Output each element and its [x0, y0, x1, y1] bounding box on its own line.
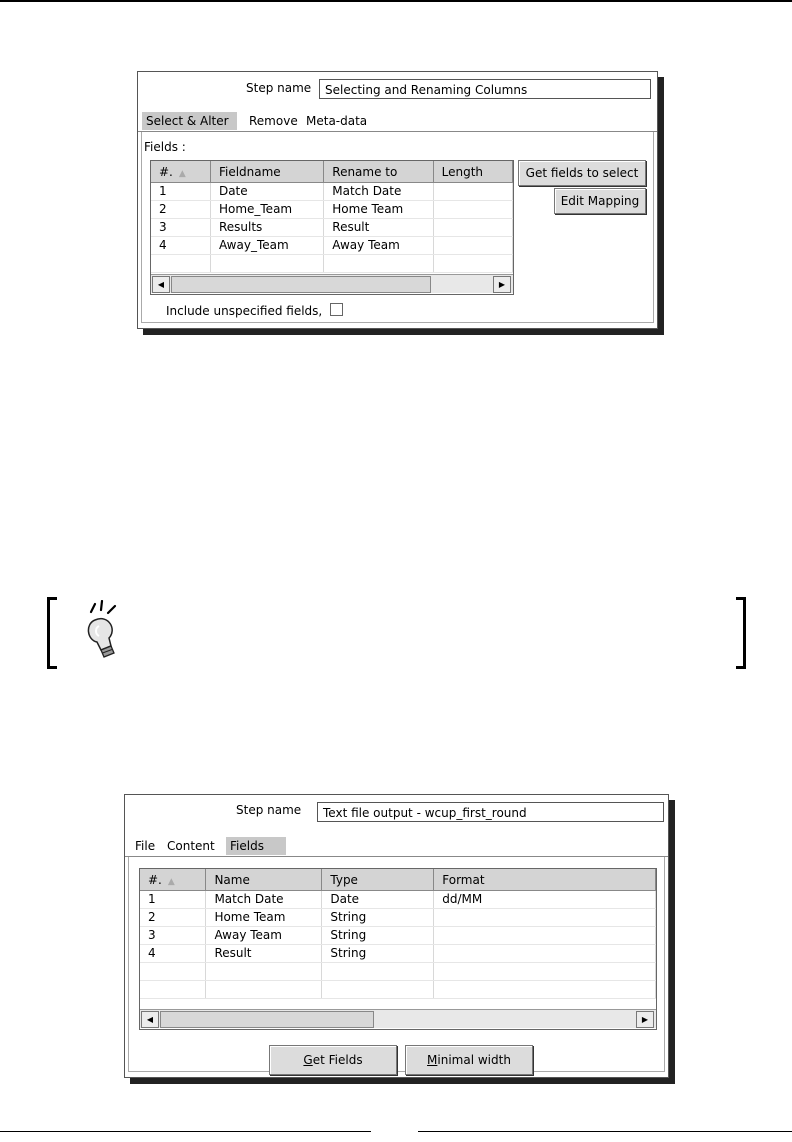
- edit-mapping-button[interactable]: Edit Mapping: [554, 188, 646, 214]
- table-cell[interactable]: Away_Team: [210, 237, 323, 255]
- minimal-width-label: inimal width: [437, 1053, 511, 1067]
- horizontal-scrollbar[interactable]: [140, 1009, 656, 1028]
- tab-meta-data[interactable]: Meta-data: [306, 114, 368, 128]
- sort-arrow-icon: ▲: [178, 168, 186, 179]
- table-cell[interactable]: 1: [140, 891, 206, 909]
- fields-label: Fields :: [144, 140, 186, 154]
- scroll-right-icon[interactable]: ▶: [493, 276, 511, 293]
- fields-table[interactable]: [150, 160, 514, 295]
- table-row-empty[interactable]: [140, 963, 656, 981]
- table-cell[interactable]: Result: [324, 219, 433, 237]
- table-cell[interactable]: 2: [140, 909, 206, 927]
- step-name-input[interactable]: Text file output - wcup_first_round: [317, 802, 664, 822]
- tab-strip: [138, 110, 657, 132]
- table-header-row: [140, 869, 656, 891]
- mnemonic-m: M: [427, 1053, 438, 1067]
- include-unspecified-label: Include unspecified fields,: [166, 304, 323, 318]
- top-rule: [0, 0, 792, 2]
- table-cell[interactable]: [433, 219, 512, 237]
- table-header-row: [151, 161, 513, 183]
- table-row[interactable]: [151, 183, 513, 201]
- text-file-output-dialog: [124, 794, 669, 1078]
- table-row[interactable]: [140, 909, 656, 927]
- get-fields-button[interactable]: [269, 1045, 397, 1075]
- table-cell[interactable]: dd/MM: [434, 891, 656, 909]
- table-cell[interactable]: Home Team: [324, 201, 433, 219]
- table-cell[interactable]: Date: [210, 183, 323, 201]
- minimal-width-button[interactable]: [405, 1045, 533, 1075]
- step-name-label: Step name: [236, 803, 302, 817]
- table-cell[interactable]: Away Team: [206, 927, 322, 945]
- column-header-length[interactable]: Length: [433, 161, 512, 183]
- table-cell[interactable]: 2: [151, 201, 210, 219]
- horizontal-scrollbar[interactable]: [151, 274, 513, 293]
- column-header-type[interactable]: Type: [322, 869, 434, 891]
- table-row[interactable]: [151, 219, 513, 237]
- table-row-empty[interactable]: [151, 255, 513, 273]
- tab-file[interactable]: File: [135, 839, 156, 853]
- table-row[interactable]: [140, 945, 656, 963]
- column-header-number[interactable]: #. ▲: [140, 869, 206, 891]
- table-cell[interactable]: Date: [322, 891, 434, 909]
- get-fields-label: et Fields: [312, 1053, 363, 1067]
- tab-content[interactable]: Content: [167, 839, 215, 853]
- table-cell[interactable]: Home Team: [206, 909, 322, 927]
- column-header-name[interactable]: Name: [206, 869, 322, 891]
- table-cell[interactable]: 4: [140, 945, 206, 963]
- column-header-fieldname[interactable]: Fieldname: [210, 161, 323, 183]
- table-row[interactable]: [140, 891, 656, 909]
- footer-rule-left: [0, 1131, 371, 1132]
- table-cell[interactable]: 4: [151, 237, 210, 255]
- include-unspecified-checkbox[interactable]: [330, 303, 343, 316]
- tab-fields[interactable]: Fields: [226, 837, 286, 855]
- table-row[interactable]: [140, 927, 656, 945]
- footer-rule-right: [418, 1131, 792, 1132]
- table-row[interactable]: [151, 201, 513, 219]
- table-cell[interactable]: [434, 927, 656, 945]
- column-header-rename-to[interactable]: Rename to: [324, 161, 433, 183]
- fields-table[interactable]: [139, 868, 657, 1030]
- table-cell[interactable]: [433, 237, 512, 255]
- step-name-input[interactable]: Selecting and Renaming Columns: [319, 79, 651, 99]
- table-cell[interactable]: [434, 909, 656, 927]
- table-cell[interactable]: String: [322, 909, 434, 927]
- table-cell[interactable]: 1: [151, 183, 210, 201]
- column-header-number[interactable]: #. ▲: [151, 161, 210, 183]
- table-cell[interactable]: Home_Team: [210, 201, 323, 219]
- table-cell[interactable]: Match Date: [324, 183, 433, 201]
- select-values-dialog: [137, 71, 658, 329]
- lightbulb-icon: [77, 600, 129, 662]
- scroll-right-icon[interactable]: ▶: [636, 1011, 654, 1028]
- table-cell[interactable]: String: [322, 927, 434, 945]
- left-bracket: [47, 597, 57, 669]
- table-cell[interactable]: String: [322, 945, 434, 963]
- table-row[interactable]: [151, 237, 513, 255]
- table-cell[interactable]: 3: [140, 927, 206, 945]
- scroll-left-icon[interactable]: ◀: [141, 1011, 159, 1028]
- column-header-format[interactable]: Format: [434, 869, 656, 891]
- table-cell[interactable]: [433, 201, 512, 219]
- scroll-thumb[interactable]: [160, 1011, 374, 1028]
- table-cell[interactable]: Results: [210, 219, 323, 237]
- tab-remove[interactable]: Remove: [249, 114, 298, 128]
- table-cell[interactable]: Away Team: [324, 237, 433, 255]
- tab-select-alter[interactable]: Select & Alter: [142, 112, 237, 130]
- get-fields-to-select-button[interactable]: Get fields to select: [518, 160, 646, 186]
- right-bracket: [736, 597, 746, 669]
- scroll-left-icon[interactable]: ◀: [152, 276, 170, 293]
- scroll-thumb[interactable]: [171, 276, 431, 293]
- table-cell[interactable]: [433, 183, 512, 201]
- tip-box: [47, 597, 746, 669]
- table-cell[interactable]: [434, 945, 656, 963]
- tab-strip: [125, 835, 668, 857]
- table-cell[interactable]: 3: [151, 219, 210, 237]
- table-cell[interactable]: Result: [206, 945, 322, 963]
- mnemonic-g: G: [303, 1053, 313, 1067]
- table-row-empty[interactable]: [140, 981, 656, 999]
- table-cell[interactable]: Match Date: [206, 891, 322, 909]
- sort-arrow-icon: ▲: [167, 876, 175, 887]
- step-name-label: Step name: [246, 81, 312, 95]
